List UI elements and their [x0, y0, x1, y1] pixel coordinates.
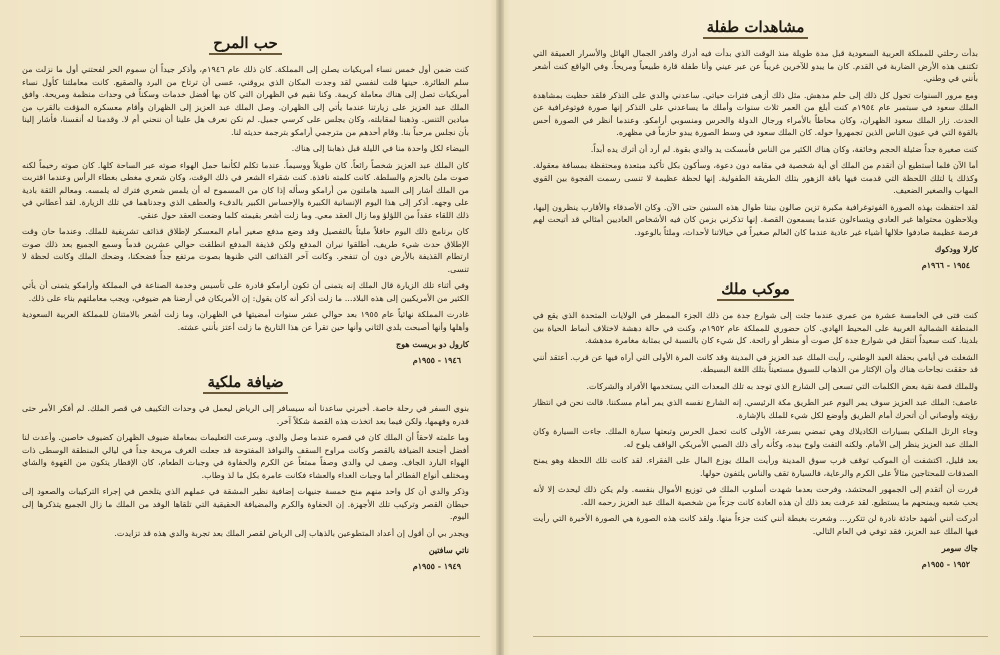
paragraph: كان برنامج ذلك اليوم حافلاً مليئاً بالتفصيل وقد وضع مدفع صغير أمام المعسكر لإطلاق قذائف تشريفية للملك. وعندما حان وقت الإطلاق حدث شيء طريف، أطلقوا نيران المدفع ولكن قذيفة المدفع انطلقت حوالي عشرين قدماً وسمع الجميع بعد ذلك صوت ارتطام القذيفة بالأرض دون أن تنفجر. وكانت آخر القذائف التي ظنوها بصوت مرتفع جداً فضحكنا، وضحك الملك وكانت لحظة لا تنسى. [22, 226, 469, 274]
author-name: جاك سومر [941, 543, 978, 553]
paragraph: أما الآن فلما أستطيع أن أتقدم من الملك أي أية شخصية في مقامه دون دعوة، وسأكون بكل تأكيد مبتعدة ومحتفظة بمسافة معقولة. وكذلك يا لتلك اللحظة التي قدمت فيها باقة الزهور بتلك الطريقة الطفولية. إنها لحظة عظيمة لا تنسى رسمت الفجوة بين القوي المهاب والصغير الضعيف. [533, 160, 978, 195]
section-title: حب المرح [22, 34, 469, 55]
author-signature [22, 339, 469, 365]
paragraph: بعد قليل، اكتشفت أن الموكب توقف قرب سوق المدينة ورأيت الملك يوزع المال على الفقراء. لقد كانت تلك اللحظة وهو يمنح الصدقات للمحتاجين مثالاً على الكرم والرعاية، فالسيارة تقف والناس يلتفون حولها. [533, 455, 978, 478]
section-title: موكب ملك [533, 280, 978, 301]
author-name: ناتي سافتين [428, 545, 469, 555]
paragraph: كنت ضمن أول خمس نساء أمريكيات يصلن إلى المملكة. كان ذلك عام ١٩٤٦م، وأذكر جيداً أن سموم الحر لفحتني أول ما نزلت من سلم الطائرة. حينها قلت لنفسي لقد وجدت المكان الذي يروقني، عسى أن ترتاح من البرد والصقيع. كانت معاملتنا كأول نساء أمريكيات تصل إلى هناك معاملة كريمة. وكنا نقيم في الظهران التي كان بها أفضل خدمات وسكناً في وحدات منظمة ومريحة. وافق الملك عبد العزيز على زيارتنا عندما يأتي إلى الظهران. وصل الملك عبد العزيز إلى الظهران وأقام معسكره المؤقت بالقرب من ميادين التنس. وذهبنا لمقابلته، وكان يجلس على كرسي جميل. لم نكن نعرف هل علينا أن ننحني أم لا. وقدمنا له أنفسنا، فأشار إلينا بأن نجلس مرحباً بنا. وقام أحدهم من مترجمي أرامكو بترجمة حديثه لنا. [22, 64, 469, 137]
paragraph: وجاء الرتل الملكي بسيارات الكاديلاك وهي تمضي بسرعة، الأولى كانت تحمل الحرس وتبعتها سيارة الملك. جاءت السيارة وكان الملك عبد العزيز ينظر إلى الأمام. ولكنه التفت ولوح بيده، وكأنه رأى ذلك الصبي الأمريكي الواقف يلوح له. [533, 426, 978, 449]
paragraph: البيضاء لكل واحدة منا في الليلة قبل ذهابنا إلى هناك. [291, 143, 469, 153]
paragraph: كنت فتى في الخامسة عشرة من عمري عندما جئت إلى شوارع جدة من ذلك الجزء الممطر في الولايات المتحدة الذي يقع في المنطقة الشمالية الغربية على المحيط الهادي. كان حضوري للمملكة عام ١٩٥٢م، وكنت في حالة دهشة لاختلاف أنماط الحياة بين بلدينا. كنت سعيداً أتنقل في شوارع جدة كل صوت أو منظر أو رائحة. كل شيء كان بالنسبة لي بمثابة مغامرة مدهشة. [533, 310, 978, 345]
author-years: ١٩٤٦ - ١٩٥٥م [412, 355, 461, 365]
paragraph: غادرت المملكة نهائياً عام ١٩٥٥ بعد حوالي عشر سنوات أمضيتها في الظهران، وما زلت أشعر بالامتنان للمملكة العربية السعودية وأهلها وأنها أصبحت بلدي الثاني وأنها حين تقرأ عن هذا التاريخ ما زلت أعتز بأنني عشته. [22, 309, 470, 332]
section-hob-almarah [22, 34, 469, 365]
author-signature [22, 545, 469, 571]
section-mawkib-malik [533, 280, 978, 569]
paragraph: بنوي السفر في رحلة خاصة. أخبرني ساعدنا أنه سيسافر إلى الرياض ليعمل في وحدات التكييف في قصر الملك. لم أفكر الأمر حتى قدره وفهمها، ولكن فيما بعد اتخذت هذه القصة شكلاً آخر. [22, 403, 469, 426]
paragraph: بدأت رحلتي للمملكة العربية السعودية قبل مدة طويلة منذ الوقت الذي بدأت فيه أدرك واقدر الجمال الهائل والأسرار العميقة التي تكتنف هذه الأرض الضاربة في القدم. كان ما يبدو للآخرين غريباً عن عبر عيني وأنا طفلة قارة طبيعياً ومريحاً. وفي الواقع كنت أشعر بأنني في وطني. [533, 48, 978, 83]
left-page [0, 0, 497, 655]
paragraph: وفي أثناء تلك الزيارة قال الملك إنه يتمنى أن تكون أرامكو قادرة على تأسيس وخدمة الصناعة في المملكة وأرامكو يتمنى أن يأتي الكثير من الأمريكيين إلى هذه البلاد... ما زلت أذكر أنه كان يقول: إن الأمريكان في أرضنا هم ضيوفي، ويجب معاملتهم بناء على ذلك. [22, 280, 469, 303]
section-title: مشاهدات طفلة [533, 18, 978, 39]
paragraph: ومع مرور السنوات تحول كل ذلك إلى حلم مدهش. مثل ذلك أزهى فترات حياتي. ساعدني والدي على التذكر فلقد حظيت بمشاهدة الملك سعود في سبتمبر عام ١٩٥٤م كنت أبلغ من العمر ثلاث سنوات وأملك ما يساعدني على التذكر إنها صورة فوتوغرافية عن الحدث. زار الملك سعود الظهران، وكان محاطاً بالأمراء ورجال الدولة والحرس ومنسوبي أرامكو. وعندما أنظر في الصورة أحس بالقوة التي في عيون الناس الذين تجمهروا حوله. كان الملك سعود في وسط الصورة يبدو حازماً في مظهره. [533, 89, 978, 137]
paragraph: وذكر والدي أن كل واحد منهم منح خمسة جنيهات إضافية نظير المشقة في عملهم الذي يتلخص في إجراء التركيبات والصعود إلى حيطان القصر وتركيب تلك الأجهزة. إن الحفاوة والكرم والمضيافة الحقيقية التي تلقاها الوفد من الملك ما زال الجميع يتذكرها إلى اليوم. [22, 486, 469, 521]
section-diyafa-malakiya [22, 373, 469, 571]
paragraph: لقد احتفظت بهذه الصورة الفوتوغرافية مكبرة تزين صالون بيتنا طوال هذه السنين حتى الآن. وكان الأصدقاء والأقارب ينظرون إليها، ويلاحظون محتواها غير العادي ويتساءلون عندما يسمعون القصة. إنها تذكرني بزمن كان فيه الأشخاص العاديين أمثالي قد أتيحت لهم فرصة عظيمة صادفوا خلالها أشياء غير عادية عندما كان العالم صغيراً في خيالاتنا لأحداث، وملئاً بالوعود. [533, 201, 978, 237]
author-signature [533, 543, 978, 569]
section-title: ضيافة ملكية [22, 373, 469, 394]
paragraph: قررت أن أتقدم إلى الجمهور المحتشد، وفرحت بعدما شهدت أسلوب الملك في توزيع الأموال بنفسه. ولم يكن ذلك ليحدث إلا لأنه يحب شعبه ويمنحهم ما يستطيع. لقد عرفت بعد ذلك أن هذه العادة كانت جزءاً من شخصية الملك عبد العزيز رحمه الله. [533, 484, 978, 507]
page-footer-rule [533, 636, 988, 637]
paragraph: وللملك قصة نقية بعض الكلمات التي تسعى إلى الشارع الذي توجد به تلك المعدات التي يستخدمها الأفراد والشركات. [586, 380, 978, 391]
paragraph: وما علمته لاحقاً أن الملك كان في قصره عندما وصل والدي. وسرعت التعليمات بمعاملة ضيوف الظهران كضيوف خاصين. وأعدت لنا أفضل أجنحة الضيافة بالقصر وكانت مراوح السقف والنوافذ المفتوحة قد جعلت الغرف مريحة جداً في ليالي المنطقة الوسطى ذات الهواء البارد الجاف. وصف لي والدي وصفاً ممتعاً عن الكرم والحفاوة في وجبات الطعام، كان الإفطار يتكون من القهوة والشاي ومختلف أنواع الفطائر أما وجبات الغداء والعشاء فكانت عامرة بكل ما لذ وطاب. [22, 432, 469, 480]
paragraph: عاصف: الملك عبد العزيز سوف يمر اليوم عبر الطريق مكة الرئيسي. إنه الشارع نفسه الذي يمر أمام مسكننا. قالت نحن في انتظار رؤيته وأوصاني أن أتحرك أمام الطريق وأوضع لكل شيء للملك بالإشارة. [533, 397, 978, 420]
paragraph: كنت صغيرة جداً ضئيلة الحجم وخائفة، وكان هناك الكثير من الناس فأمسكت يد والدي بقوة. لم أرد أن أترك يده أبداً. [590, 143, 978, 154]
section-mushahadat-tifla [533, 18, 978, 270]
right-page [503, 0, 1000, 655]
author-name: كارلا وودكوك [934, 244, 978, 254]
paragraph: كان الملك عبد العزيز شخصاً رائعاً. كان طويلاً ووسيماً. عندما تكلم لكأنما حمل الهواء صوته عبر الساحة كلها. كان صوته رخيماً لكنه صوت ملئ بالحزم والسلطة. كانت كلمته نافذة. كنت شقراء الشعر في ذلك الوقت، وكان شعري مغطى بغطاء الرأس وعندما اقتربت من الملك أشار إلى السيد هاملتون من أرامكو وسأله إذا كان من المسموح له أن يلمس شعري فترك له يلمسه. ومعالم الثقة بادية على وجهه. أذكر إلى هذا اليوم الإنسانية الكبيرة والإحساس الكبير بالدفء والعطف الذي وجدناهما في تلك الزيارة. لقد أعطاني في ذلك اللقاء عقداً من اللؤلؤ وما زال العقد معي. وما زلت أشعر بقيمته كلما وضعت العقد حول عنقي. [22, 159, 469, 220]
author-signature [533, 244, 978, 270]
author-years: ١٩٤٩ - ١٩٥٥م [412, 561, 461, 571]
author-years: ١٩٥٤ - ١٩٦٦م [921, 260, 970, 270]
paragraph: الشغلت في أيامي بحفلة العيد الوطني، رأيت الملك عبد العزيز في المدينة وقد كانت المرة الأولى التي أراه فيها عن قرب. أعتقد أنني قد حققت نجاحات هناك وأن الإكثار من الذهاب للسوق مستعيناً بتلك اللغة البسيطة. [533, 351, 978, 374]
paragraph: أدركت أنني أشهد حادثة نادرة لن تتكرر... وشعرت بغبطة أنني كنت جزءاً منها. ولقد كانت هذه الصورة هي الصورة الأخيرة التي رأيت فيها الملك عبد العزيز، فقد توفي في العام التالي. [533, 513, 978, 536]
paragraph: ويجدر بي أن أقول إن أعداد المتطوعين بالذهاب إلى الرياض لقصر الملك بعد تجربة والدي هذه قد تزايدت. [114, 527, 469, 538]
author-name: كارول دو بريست هوج [396, 339, 469, 349]
page-footer-rule [20, 636, 480, 637]
author-years: ١٩٥٢ - ١٩٥٥م [921, 559, 970, 569]
